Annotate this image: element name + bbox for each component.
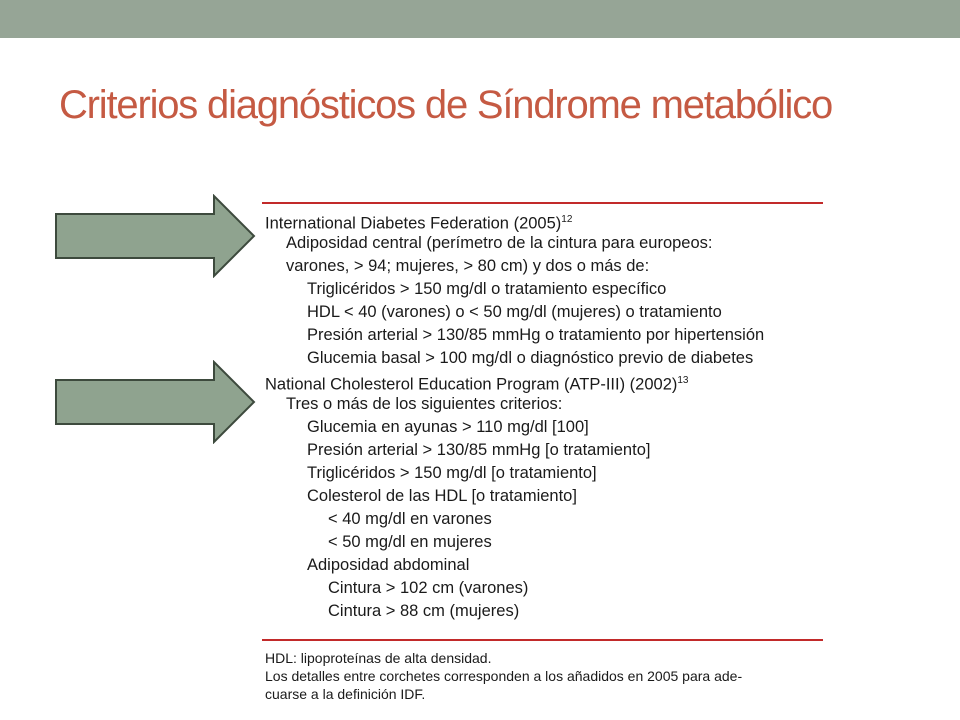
table-top-rule: [262, 202, 823, 204]
table-row: Cintura > 88 cm (mujeres): [328, 602, 520, 620]
table-row: Colesterol de las HDL [o tratamiento]: [307, 487, 577, 505]
table-row: Adiposidad central (perímetro de la cintura para europeos:: [286, 234, 713, 252]
table-row: Triglicéridos > 150 mg/dl o tratamiento específico: [307, 280, 667, 298]
table-row: Cintura > 102 cm (varones): [328, 579, 529, 597]
table-row: Adiposidad abdominal: [307, 556, 470, 574]
table-row: Presión arterial > 130/85 mmHg [o tratamiento]: [307, 441, 651, 459]
table-bottom-rule: [262, 639, 823, 641]
table-row: HDL < 40 (varones) o < 50 mg/dl (mujeres) o tratamiento: [307, 303, 722, 321]
table-row: Presión arterial > 130/85 mmHg o tratamiento por hipertensión: [307, 326, 765, 344]
table-row: National Cholesterol Education Program (ATP-III) $(2002)^{13}$: [265, 375, 689, 394]
table-row: < 40 mg/dl en varones: [328, 510, 492, 528]
table-row: Glucemia en ayunas > 110 mg/dl [100]: [307, 418, 589, 436]
right-arrow-icon: [54, 360, 258, 444]
table-footnote: Los detalles entre corchetes corresponden a los añadidos en 2005 para ade-: [265, 668, 743, 684]
table-footnote: HDL: lipoproteínas de alta densidad.: [265, 650, 492, 666]
table-row: varones, > 94; mujeres, > 80 cm) y dos o más de:: [286, 257, 650, 275]
table-row: < 50 mg/dl en mujeres: [328, 533, 492, 551]
table-footnote: cuarse a la definición IDF.: [265, 686, 426, 702]
table-row: Triglicéridos > 150 mg/dl [o tratamiento]: [307, 464, 597, 482]
table-row: International Diabetes Federation $(2005)^{12}$: [265, 214, 573, 233]
right-arrow-icon: [54, 194, 258, 278]
top-accent-bar: [0, 0, 960, 38]
table-row: Glucemia basal > 100 mg/dl o diagnóstico previo de diabetes: [307, 349, 754, 367]
table-row: Tres o más de los siguientes criterios:: [286, 395, 563, 413]
slide-title: Criterios diagnósticos de Síndrome metabólico: [59, 83, 833, 127]
